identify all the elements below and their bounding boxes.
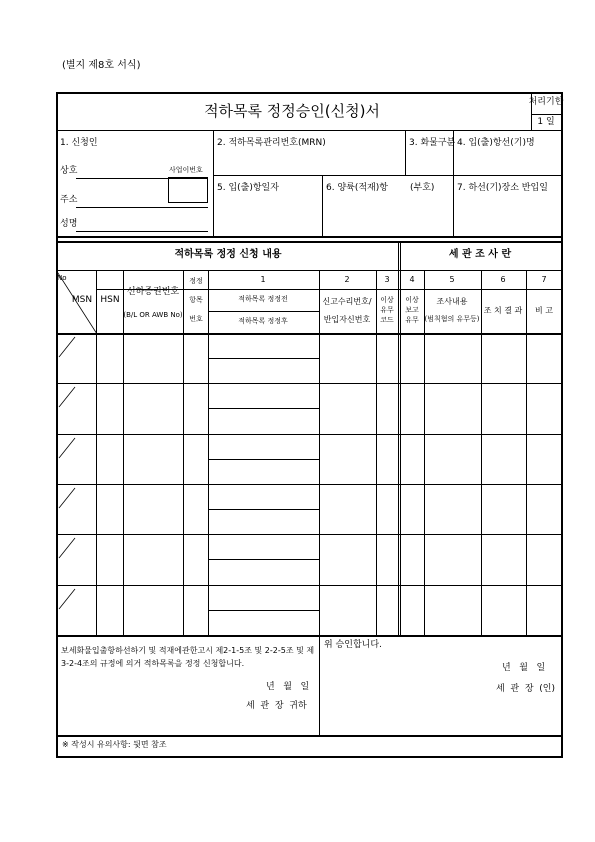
row-split-line: [208, 459, 319, 460]
col-number-1: 1: [260, 275, 266, 284]
col5-header: [424, 297, 479, 324]
col-line-6: [526, 270, 527, 635]
item-header-3: 번호: [189, 315, 203, 323]
form-number: (별지 제8호 서식): [62, 60, 141, 71]
col1-before-header: 적하목록 정정전: [238, 295, 288, 303]
row-bottom-line: [56, 484, 563, 485]
col6-header: 조 치 결 과: [483, 306, 523, 315]
info-mid-line: [213, 175, 563, 176]
item-header-2: 항목: [189, 296, 203, 304]
header-bottom-line: [56, 333, 563, 335]
bl-header-line1: 선하증권번호: [126, 287, 180, 297]
col1-split-line: [208, 311, 319, 312]
table-top-line: [56, 241, 563, 243]
row-split-line: [208, 408, 319, 409]
row-diagonal: [58, 437, 76, 459]
col3-header: [380, 295, 394, 325]
info-vline-3: [405, 130, 406, 175]
address-label: 주소: [60, 195, 78, 205]
row-diagonal: [58, 336, 76, 358]
row-diagonal: [58, 386, 76, 408]
col7-header: 비 고: [535, 306, 553, 315]
declaration-text-line1: 보세화물입출항하선하기 및 적재에관한고시 제2-1-5조 및 2-2-5조 및 제: [61, 646, 315, 655]
col-number-6: 6: [500, 275, 506, 284]
border-right: [561, 92, 563, 758]
address-field[interactable]: [76, 207, 208, 208]
border-left: [56, 92, 58, 758]
entry-date-label: 5. 입(출)항일자: [217, 183, 279, 193]
info-vline-6: [322, 175, 323, 236]
col-number-7: 7: [541, 275, 547, 284]
loading-port-label: 6. 양륙(적재)항: [326, 183, 388, 193]
mrn-label: 2. 적하목록관리번호(MRN): [217, 138, 326, 148]
processing-value: 1 일: [537, 117, 555, 127]
name-field[interactable]: [76, 231, 208, 232]
name-label: 성명: [60, 219, 78, 229]
col-number-5: 5: [449, 275, 455, 284]
col-line-4: [424, 270, 425, 635]
col-line-2: [376, 270, 377, 635]
footnote: ※ 작성시 유의사항: 뒷면 참조: [62, 740, 167, 749]
declaration-date: 년 월 일: [266, 682, 310, 692]
msn-header: MSN: [71, 295, 93, 305]
no-header: No: [57, 274, 67, 282]
info-divider: [213, 130, 214, 236]
col-line-1: [319, 270, 320, 635]
col-line-hsn: [123, 270, 124, 635]
applicant-header: 1. 신청인: [60, 138, 98, 148]
company-code-label: 사업이번호: [169, 166, 203, 174]
row-bottom-line: [56, 383, 563, 384]
col-line-3b: [400, 241, 401, 635]
row-split-line: [208, 610, 319, 611]
approval-date: 년 월 일: [502, 663, 546, 673]
processing-label: 처리기한: [528, 97, 564, 107]
border-top: [56, 92, 563, 94]
declaration-text-line2: 3-2-4조의 규정에 의거 적하목록을 정정 신청합니다.: [61, 659, 245, 668]
col4-header-line1: 이상: [405, 296, 419, 304]
company-label: 상호: [60, 166, 78, 176]
col1-after-header: 적하목록 정정후: [238, 317, 288, 325]
port-code-label: (부호): [410, 183, 435, 193]
col-number-4: 4: [409, 275, 415, 284]
company-code-box[interactable]: [168, 177, 208, 203]
footnote-top-line: [56, 735, 563, 737]
col4-header-line3: 유무: [405, 316, 419, 324]
hsn-header: HSN: [100, 295, 120, 305]
item-header-1: 정정: [189, 277, 203, 285]
row-diagonal: [58, 588, 76, 610]
col-number-2: 2: [344, 275, 350, 284]
info-top-line: [56, 130, 563, 131]
info-bottom-line: [56, 236, 563, 238]
col-line-5: [481, 270, 482, 635]
col-line-bl: [183, 270, 184, 635]
col3-header-line3: 코드: [380, 316, 394, 324]
row-split-line: [208, 358, 319, 359]
declaration-divider: [319, 635, 320, 735]
col5-header-line2: (범칙혐의 유무등): [424, 315, 480, 323]
col-line-item: [208, 270, 209, 635]
row-diagonal: [58, 487, 76, 509]
col3-header-line2: 유무: [380, 306, 394, 314]
cargo-type-label: 3. 화물구분: [409, 138, 456, 148]
row-split-line: [208, 509, 319, 510]
border-bottom: [56, 756, 563, 758]
form-title: 적하목록 정정승인(신청)서: [204, 102, 380, 120]
processing-split: [531, 114, 561, 115]
declaration-top-line: [56, 635, 563, 637]
correction-header: 적하목록 정정 신청 내용: [174, 249, 282, 260]
col5-header-line1: 조사내용: [436, 297, 468, 306]
row-bottom-line: [56, 585, 563, 586]
col2-header-line1: 신고수리번호/: [322, 297, 372, 306]
col2-header: [322, 297, 371, 324]
row-bottom-line: [56, 434, 563, 435]
row-diagonal: [58, 537, 76, 559]
unloading-place-label: 7. 하선(기)장소 반입일: [457, 183, 548, 193]
row-split-line: [208, 559, 319, 560]
section-header-line: [56, 270, 563, 271]
approval-signer: 세 관 장 (인): [496, 684, 555, 694]
approval-text: 위 승인합니다.: [324, 640, 382, 650]
col4-header: [405, 295, 419, 325]
bl-header-line2: (B/L OR AWB No): [123, 311, 183, 319]
row-bottom-line: [56, 534, 563, 535]
inspection-header: 세 관 조 사 란: [448, 249, 512, 260]
declaration-addressee: 세 관 장 귀하: [246, 701, 307, 711]
col-number-3: 3: [384, 275, 390, 284]
col4-header-line2: 보고: [405, 306, 419, 314]
col3-header-line1: 이상: [380, 296, 394, 304]
col2-header-line2: 반입자신번호: [323, 315, 371, 324]
col-line-3: [398, 241, 399, 635]
vessel-label: 4. 입(출)항선(기)명: [457, 138, 535, 148]
